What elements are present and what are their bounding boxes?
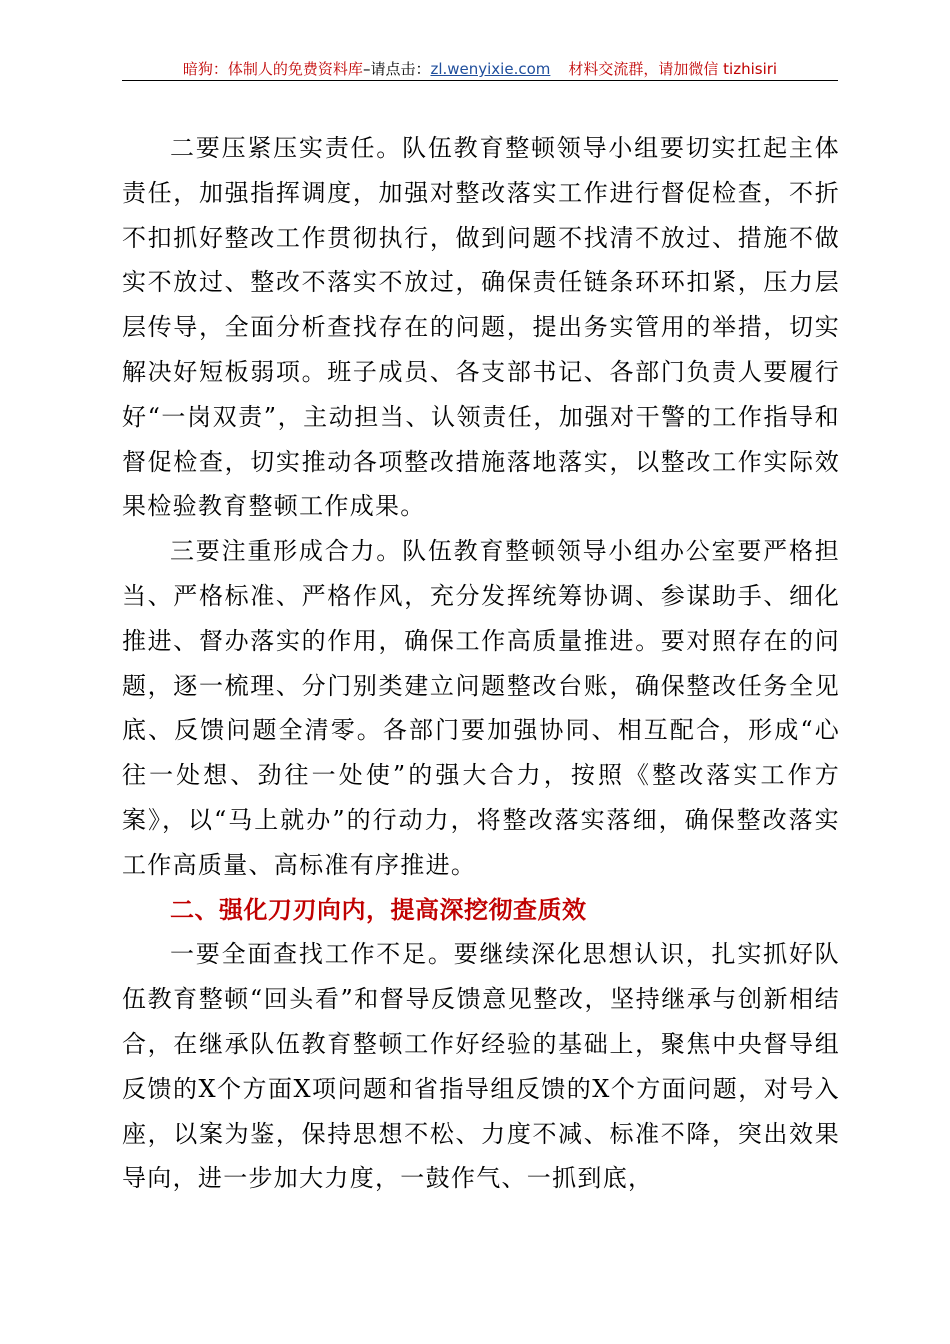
header-contact: 材料交流群，请加微信 tizhisiri xyxy=(568,60,778,78)
document-body xyxy=(122,126,840,1201)
paragraph-shortcomings: 一要全面查找工作不足。要继续深化思想认识，扎实抓好队伍教育整顿“回头看”和督导反馈意见整改，坚持继承与创新相结合，在继承队伍教育整顿工作好经验的基础上，聚焦中央督导组反馈的X个方面X项问题和省指导组反馈的X个方面问题，对号入座，以案为鉴，保持思想不松、力度不减、标准不降，突出效果导向，进一步加大力度，一鼓作气、一抓到底， xyxy=(122,940,840,1193)
paragraph-synergy: 三要注重形成合力。队伍教育整顿领导小组办公室要严格担当、严格标准、严格作风，充分发挥统筹协调、参谋助手、细化推进、督办落实的作用，确保工作高质量推进。要对照存在的问题，逐一梳理、分门别类建立问题整改台账，确保整改任务全见底、反馈问题全清零。各部门要加强协同、相互配合，形成“心往一处想、劲往一处使”的强大合力，按照《整改落实工作方案》，以“马上就办”的行动力，将整改落实落细，确保整改落实工作高质量、高标准有序推进。 xyxy=(122,537,840,879)
section-heading: 二、强化刀刃向内，提高深挖彻查质效 xyxy=(170,895,587,924)
page-header xyxy=(122,58,838,81)
header-link[interactable]: zl.wenyixie.com xyxy=(430,60,551,78)
paragraph-responsibility: 二要压紧压实责任。队伍教育整顿领导小组要切实扛起主体责任，加强指挥调度，加强对整改落实工作进行督促检查，不折不扣抓好整改工作贯彻执行，做到问题不找清不放过、措施不做实不放过、整改不落实不放过，确保责任链条环环扣紧，压力层层传导，全面分析查找存在的问题，提出务实管用的举措，切实解决好短板弱项。班子成员、各支部书记、各部门负责人要履行好“一岗双责”，主动担当、认领责任，加强对干警的工作指导和督促检查，切实推动各项整改措施落地落实，以整改工作实际效果检验教育整顿工作成果。 xyxy=(122,134,840,521)
header-brand: 暗狗：体制人的免费资料库 xyxy=(182,60,363,78)
header-prompt: –请点击： xyxy=(362,60,431,78)
